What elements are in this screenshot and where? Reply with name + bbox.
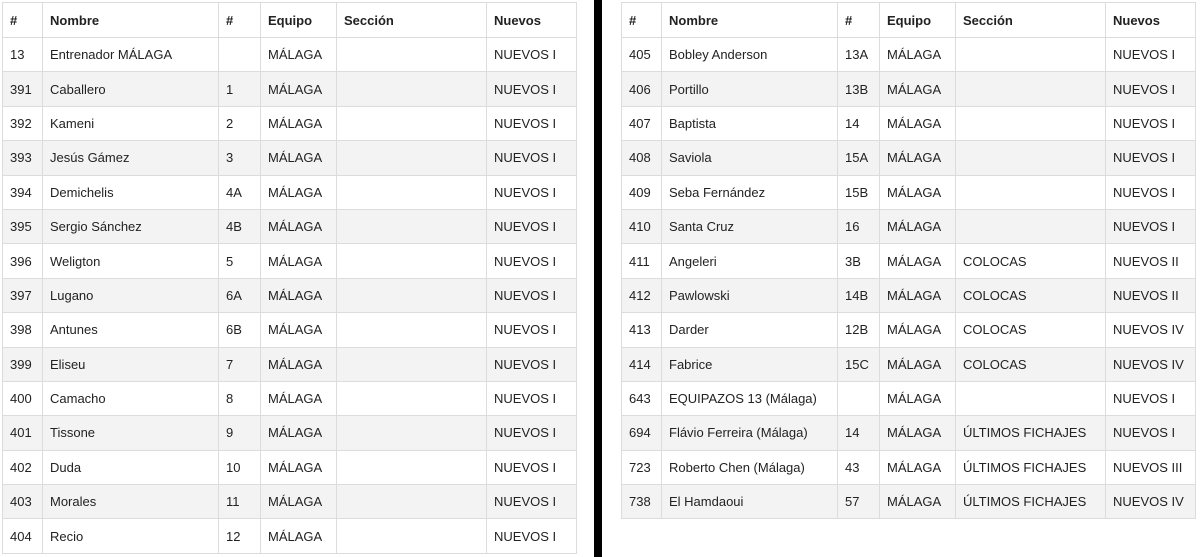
table-row[interactable] — [622, 450, 1196, 484]
cell-name: Santa Cruz — [662, 209, 838, 243]
cell-id: 406 — [622, 72, 662, 106]
header-id[interactable]: # — [3, 3, 43, 38]
header-team[interactable]: Equipo — [880, 3, 956, 38]
cell-name: Caballero — [43, 72, 219, 106]
cell-id: 723 — [622, 450, 662, 484]
left-table-panel — [2, 2, 576, 554]
table-row[interactable] — [622, 141, 1196, 175]
cell-section — [337, 141, 487, 175]
panel-divider — [594, 0, 602, 557]
cell-id: 400 — [3, 381, 43, 415]
cell-name: Darder — [662, 313, 838, 347]
cell-number: 4A — [219, 175, 261, 209]
cell-section: COLOCAS — [956, 244, 1106, 278]
cell-set: NUEVOS I — [487, 416, 577, 450]
cell-section — [337, 485, 487, 519]
cell-id: 397 — [3, 278, 43, 312]
cell-section: COLOCAS — [956, 278, 1106, 312]
cell-section — [956, 175, 1106, 209]
cell-name: Duda — [43, 450, 219, 484]
cell-section: COLOCAS — [956, 313, 1106, 347]
cell-number: 14B — [838, 278, 880, 312]
cards-table-right — [621, 2, 1196, 519]
cell-id: 407 — [622, 106, 662, 140]
table-row[interactable] — [622, 72, 1196, 106]
cell-set: NUEVOS IV — [1106, 313, 1196, 347]
cell-name: Seba Fernández — [662, 175, 838, 209]
cell-section — [337, 347, 487, 381]
cell-id: 412 — [622, 278, 662, 312]
cell-team: MÁLAGA — [880, 209, 956, 243]
cell-number: 6A — [219, 278, 261, 312]
table-row[interactable] — [3, 209, 577, 243]
cell-set: NUEVOS II — [1106, 244, 1196, 278]
cell-number: 12 — [219, 519, 261, 553]
cell-name: Kameni — [43, 106, 219, 140]
cell-id: 410 — [622, 209, 662, 243]
cell-id: 392 — [3, 106, 43, 140]
table-row[interactable] — [622, 209, 1196, 243]
header-set[interactable]: Nuevos — [487, 3, 577, 38]
cell-number: 9 — [219, 416, 261, 450]
cell-set: NUEVOS I — [487, 141, 577, 175]
cell-team: MÁLAGA — [261, 244, 337, 278]
cell-id: 391 — [3, 72, 43, 106]
cell-set: NUEVOS I — [1106, 416, 1196, 450]
cell-section: COLOCAS — [956, 347, 1106, 381]
cell-number — [838, 381, 880, 415]
cell-team: MÁLAGA — [261, 416, 337, 450]
cell-name: Pawlowski — [662, 278, 838, 312]
cell-name: Sergio Sánchez — [43, 209, 219, 243]
cell-section — [337, 416, 487, 450]
cell-set: NUEVOS I — [1106, 209, 1196, 243]
cell-set: NUEVOS I — [487, 209, 577, 243]
cell-section — [337, 244, 487, 278]
cell-set: NUEVOS I — [1106, 106, 1196, 140]
cell-team: MÁLAGA — [880, 244, 956, 278]
cell-id: 408 — [622, 141, 662, 175]
table-row[interactable] — [3, 106, 577, 140]
cell-id: 13 — [3, 38, 43, 72]
table-body-right — [622, 38, 1196, 519]
cell-set: NUEVOS IV — [1106, 485, 1196, 519]
cell-set: NUEVOS I — [487, 519, 577, 553]
cell-number: 3B — [838, 244, 880, 278]
cell-set: NUEVOS I — [487, 106, 577, 140]
cell-id: 399 — [3, 347, 43, 381]
table-row[interactable] — [3, 175, 577, 209]
cell-set: NUEVOS I — [487, 244, 577, 278]
cell-number: 3 — [219, 141, 261, 175]
cell-number: 11 — [219, 485, 261, 519]
cell-set: NUEVOS I — [1106, 175, 1196, 209]
cell-team: MÁLAGA — [880, 175, 956, 209]
cell-section — [337, 175, 487, 209]
cell-team: MÁLAGA — [261, 347, 337, 381]
cell-name: Saviola — [662, 141, 838, 175]
cell-set: NUEVOS IV — [1106, 347, 1196, 381]
header-section[interactable]: Sección — [956, 3, 1106, 38]
cell-set: NUEVOS I — [487, 450, 577, 484]
cell-section — [956, 209, 1106, 243]
cell-name: Weligton — [43, 244, 219, 278]
cell-name: Recio — [43, 519, 219, 553]
cell-team: MÁLAGA — [880, 313, 956, 347]
cell-id: 398 — [3, 313, 43, 347]
cell-name: Eliseu — [43, 347, 219, 381]
cell-team: MÁLAGA — [261, 209, 337, 243]
table-row[interactable] — [3, 72, 577, 106]
cell-number: 10 — [219, 450, 261, 484]
cell-number: 13B — [838, 72, 880, 106]
cell-number: 12B — [838, 313, 880, 347]
cell-name: Antunes — [43, 313, 219, 347]
table-row[interactable] — [622, 106, 1196, 140]
cell-team: MÁLAGA — [880, 381, 956, 415]
table-row[interactable] — [3, 450, 577, 484]
cell-name: Entrenador MÁLAGA — [43, 38, 219, 72]
cell-team: MÁLAGA — [880, 278, 956, 312]
cell-id: 414 — [622, 347, 662, 381]
table-row[interactable] — [622, 381, 1196, 415]
cell-id: 402 — [3, 450, 43, 484]
table-row[interactable] — [3, 278, 577, 312]
cell-section — [956, 106, 1106, 140]
cell-team: MÁLAGA — [880, 450, 956, 484]
cell-team: MÁLAGA — [880, 106, 956, 140]
cell-section: ÚLTIMOS FICHAJES — [956, 450, 1106, 484]
table-row[interactable] — [622, 38, 1196, 72]
cell-team: MÁLAGA — [261, 381, 337, 415]
cell-team: MÁLAGA — [261, 313, 337, 347]
cell-name: Morales — [43, 485, 219, 519]
cell-set: NUEVOS I — [487, 38, 577, 72]
cell-section — [337, 381, 487, 415]
cell-section — [337, 519, 487, 553]
cell-id: 401 — [3, 416, 43, 450]
header-set[interactable]: Nuevos — [1106, 3, 1196, 38]
cell-team: MÁLAGA — [261, 38, 337, 72]
cell-id: 405 — [622, 38, 662, 72]
cell-id: 413 — [622, 313, 662, 347]
table-header-row — [622, 3, 1196, 38]
cell-section — [337, 106, 487, 140]
cell-name: Camacho — [43, 381, 219, 415]
cell-number: 15C — [838, 347, 880, 381]
table-row[interactable] — [622, 313, 1196, 347]
cell-name: El Hamdaoui — [662, 485, 838, 519]
table-row[interactable] — [622, 175, 1196, 209]
cell-set: NUEVOS I — [487, 72, 577, 106]
cell-section: ÚLTIMOS FICHAJES — [956, 485, 1106, 519]
table-row[interactable] — [622, 278, 1196, 312]
cell-number: 8 — [219, 381, 261, 415]
cell-id: 404 — [3, 519, 43, 553]
cell-number: 14 — [838, 416, 880, 450]
cell-number: 13A — [838, 38, 880, 72]
cell-number: 14 — [838, 106, 880, 140]
header-id[interactable]: # — [622, 3, 662, 38]
header-section[interactable]: Sección — [337, 3, 487, 38]
table-row[interactable] — [3, 519, 577, 553]
cell-team: MÁLAGA — [880, 38, 956, 72]
cell-id: 411 — [622, 244, 662, 278]
cell-team: MÁLAGA — [261, 106, 337, 140]
cell-id: 409 — [622, 175, 662, 209]
cell-number: 43 — [838, 450, 880, 484]
cell-section — [337, 450, 487, 484]
cell-id: 395 — [3, 209, 43, 243]
table-row[interactable] — [3, 381, 577, 415]
cell-section — [956, 38, 1106, 72]
cell-set: NUEVOS III — [1106, 450, 1196, 484]
header-number[interactable]: # — [838, 3, 880, 38]
cell-name: Portillo — [662, 72, 838, 106]
cell-section — [337, 209, 487, 243]
cell-set: NUEVOS I — [487, 175, 577, 209]
cell-name: EQUIPAZOS 13 (Málaga) — [662, 381, 838, 415]
cell-number: 6B — [219, 313, 261, 347]
table-row[interactable] — [3, 313, 577, 347]
cell-number: 4B — [219, 209, 261, 243]
cell-section: ÚLTIMOS FICHAJES — [956, 416, 1106, 450]
cell-number: 57 — [838, 485, 880, 519]
cell-set: NUEVOS I — [487, 485, 577, 519]
cell-team: MÁLAGA — [261, 72, 337, 106]
cell-number: 2 — [219, 106, 261, 140]
cell-set: NUEVOS I — [487, 347, 577, 381]
cell-name: Fabrice — [662, 347, 838, 381]
cell-team: MÁLAGA — [261, 175, 337, 209]
cell-id: 394 — [3, 175, 43, 209]
cell-team: MÁLAGA — [261, 141, 337, 175]
cell-name: Angeleri — [662, 244, 838, 278]
cell-section — [337, 278, 487, 312]
cell-number: 5 — [219, 244, 261, 278]
table-row[interactable] — [3, 347, 577, 381]
table-header-row — [3, 3, 577, 38]
cell-set: NUEVOS I — [1106, 141, 1196, 175]
cell-id: 643 — [622, 381, 662, 415]
cell-name: Tissone — [43, 416, 219, 450]
table-row[interactable] — [3, 416, 577, 450]
cell-id: 403 — [3, 485, 43, 519]
cell-id: 396 — [3, 244, 43, 278]
cell-set: NUEVOS I — [1106, 72, 1196, 106]
cell-id: 393 — [3, 141, 43, 175]
cell-section — [337, 38, 487, 72]
cell-name: Demichelis — [43, 175, 219, 209]
table-row[interactable] — [622, 244, 1196, 278]
cell-name: Jesús Gámez — [43, 141, 219, 175]
cell-team: MÁLAGA — [261, 450, 337, 484]
cell-number: 16 — [838, 209, 880, 243]
cell-team: MÁLAGA — [880, 485, 956, 519]
table-row[interactable] — [622, 485, 1196, 519]
cell-section — [956, 381, 1106, 415]
table-row[interactable] — [622, 416, 1196, 450]
table-row[interactable] — [3, 38, 577, 72]
cell-name: Roberto Chen (Málaga) — [662, 450, 838, 484]
cell-number: 1 — [219, 72, 261, 106]
table-row[interactable] — [3, 244, 577, 278]
cell-team: MÁLAGA — [880, 347, 956, 381]
cell-section — [956, 72, 1106, 106]
right-table-panel — [621, 2, 1195, 519]
cell-team: MÁLAGA — [261, 485, 337, 519]
cell-team: MÁLAGA — [880, 141, 956, 175]
cell-section — [956, 141, 1106, 175]
table-row[interactable] — [3, 485, 577, 519]
cell-team: MÁLAGA — [261, 278, 337, 312]
cell-set: NUEVOS I — [487, 381, 577, 415]
table-row[interactable] — [3, 141, 577, 175]
cell-team: MÁLAGA — [880, 72, 956, 106]
cell-team: MÁLAGA — [261, 519, 337, 553]
header-name[interactable]: Nombre — [43, 3, 219, 38]
cell-number: 7 — [219, 347, 261, 381]
cell-name: Lugano — [43, 278, 219, 312]
cell-set: NUEVOS I — [1106, 38, 1196, 72]
table-body-left — [3, 38, 577, 554]
cell-id: 694 — [622, 416, 662, 450]
header-team[interactable]: Equipo — [261, 3, 337, 38]
cell-section — [337, 72, 487, 106]
cell-number — [219, 38, 261, 72]
header-number[interactable]: # — [219, 3, 261, 38]
cell-set: NUEVOS II — [1106, 278, 1196, 312]
cell-id: 738 — [622, 485, 662, 519]
cards-table-left — [2, 2, 577, 554]
cell-set: NUEVOS I — [1106, 381, 1196, 415]
cell-set: NUEVOS I — [487, 278, 577, 312]
cell-name: Bobley Anderson — [662, 38, 838, 72]
header-name[interactable]: Nombre — [662, 3, 838, 38]
table-row[interactable] — [622, 347, 1196, 381]
cell-number: 15A — [838, 141, 880, 175]
cell-section — [337, 313, 487, 347]
cell-name: Flávio Ferreira (Málaga) — [662, 416, 838, 450]
cell-name: Baptista — [662, 106, 838, 140]
cell-team: MÁLAGA — [880, 416, 956, 450]
cell-set: NUEVOS I — [487, 313, 577, 347]
cell-number: 15B — [838, 175, 880, 209]
